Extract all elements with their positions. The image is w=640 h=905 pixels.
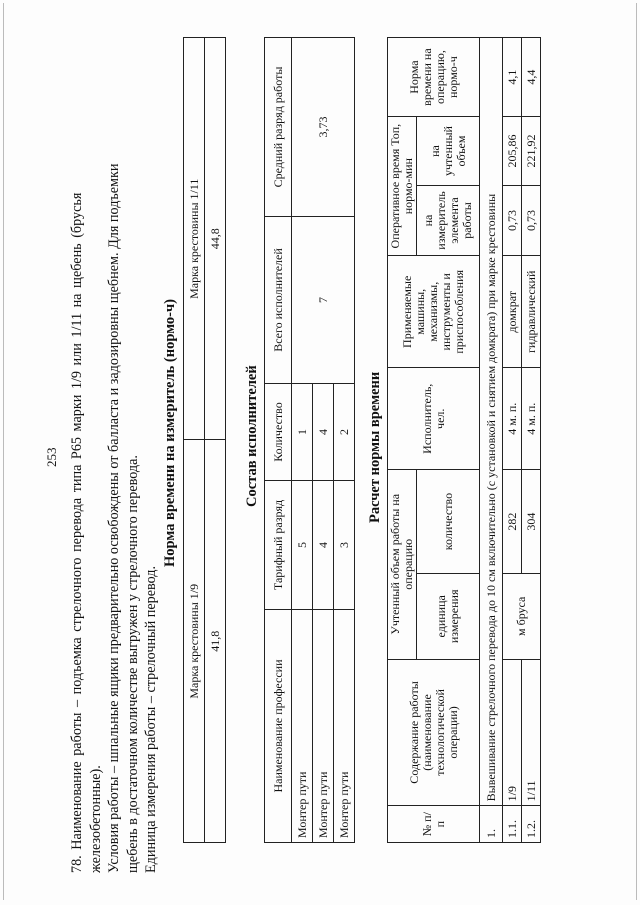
staff-header-profession: Наименование профессии xyxy=(265,610,292,843)
row-per-unit: 0,73 xyxy=(503,185,522,255)
row-qty: 282 xyxy=(503,470,522,574)
row-performer: 4 м. п. xyxy=(522,368,541,470)
staff-header-count: Количество xyxy=(265,384,292,481)
intro-line-3: Условия работы – шпальные ящики предварительно освобождены от балласта и задозировны щебнем. Для подъемки xyxy=(106,163,122,873)
row-per-unit: 0,73 xyxy=(522,185,541,255)
intro-line-5: Единица измерения работы – стрелочный перевод. xyxy=(143,565,159,873)
staff-grade: 5 xyxy=(292,481,313,610)
table-row xyxy=(522,38,541,843)
row-num: 1.2. xyxy=(522,806,541,843)
section-row xyxy=(480,38,503,843)
staff-table xyxy=(264,37,355,843)
staff-grade: 4 xyxy=(313,481,334,610)
norm-value-1-11: 44,8 xyxy=(205,38,226,441)
intro-text xyxy=(68,53,161,873)
staff-header-grade: Тарифный разряд xyxy=(265,481,292,610)
norm-table xyxy=(183,37,226,843)
row-per-vol: 221,92 xyxy=(522,117,541,186)
norm-title: Норма времени на измеритель (нормо-ч) xyxy=(162,299,178,567)
calc-header-performer: Исполнитель, чел. xyxy=(388,368,480,470)
calc-title: Расчет нормы времени xyxy=(367,371,383,523)
staff-total: 7 xyxy=(292,217,355,384)
section-text: Вывешивание стрелочного перевода до 10 см включительно (с установкой и снятием домкрата) при марке крестовины xyxy=(480,38,503,806)
intro-line-1: 78. Наименование работы – подъемка стрелочного перевода типа Р65 марки 1/9 или 1/11 на щебень (брусья xyxy=(69,192,85,873)
calc-header-qty: количество xyxy=(417,470,480,574)
calc-header-content: Содержание работы (наименование технологической операции) xyxy=(388,659,480,806)
staff-avg-grade: 3,73 xyxy=(292,38,355,217)
row-qty: 304 xyxy=(522,470,541,574)
intro-line-4: щебень в достаточном количестве выгружен у стрелочного перевода. xyxy=(124,455,141,873)
row-machine: домкрат xyxy=(503,256,522,368)
calc-table xyxy=(387,37,541,843)
calc-header-norm: Норма времени на операцию, нормо-ч xyxy=(388,38,480,117)
row-num: 1.1. xyxy=(503,806,522,843)
staff-title: Состав исполнителей xyxy=(244,365,260,507)
staff-count: 1 xyxy=(292,384,313,481)
table-row xyxy=(503,38,522,843)
row-performer: 4 м. п. xyxy=(503,368,522,470)
row-per-vol: 205,86 xyxy=(503,117,522,186)
page-number: 253 xyxy=(44,447,59,467)
calc-header-unit: единица измерения xyxy=(417,574,480,660)
section-num: 1. xyxy=(480,806,503,843)
norm-value-1-9: 41,8 xyxy=(205,440,226,843)
staff-grade: 3 xyxy=(334,481,355,610)
row-machine: гидравлический xyxy=(522,256,541,368)
staff-header-avg-grade: Средний разряд работы xyxy=(265,38,292,217)
calc-header-volume: Учтенный объем работы на операцию xyxy=(388,470,417,660)
staff-header-total: Всего исполнителей xyxy=(265,217,292,384)
row-norm: 4,1 xyxy=(503,38,522,117)
norm-header-1-9: Марка крестовины 1/9 xyxy=(184,440,205,843)
row-content: 1/9 xyxy=(503,659,522,806)
norm-header-1-11: Марка крестовины 1/11 xyxy=(184,38,205,441)
row-content: 1/11 xyxy=(522,659,541,806)
calc-header-optime: Оперативное время Топ, нормо-мин xyxy=(388,117,417,256)
calc-header-per-unit: на измеритель элемента работы xyxy=(417,185,480,255)
row-norm: 4,4 xyxy=(522,38,541,117)
table-row xyxy=(292,38,313,843)
staff-profession: Монтер пути xyxy=(313,610,334,843)
calc-header-machines: Применяемые машины, механизмы, инструменты и приспособления xyxy=(388,256,480,368)
staff-profession: Монтер пути xyxy=(334,610,355,843)
intro-line-2: железобетонные). xyxy=(87,765,104,873)
staff-count: 2 xyxy=(334,384,355,481)
calc-header-num: № п/п xyxy=(388,806,480,843)
row-unit: м бруса xyxy=(503,574,541,660)
staff-count: 4 xyxy=(313,384,334,481)
calc-header-per-vol: на учтенный объем xyxy=(417,117,480,186)
staff-profession: Монтер пути xyxy=(292,610,313,843)
